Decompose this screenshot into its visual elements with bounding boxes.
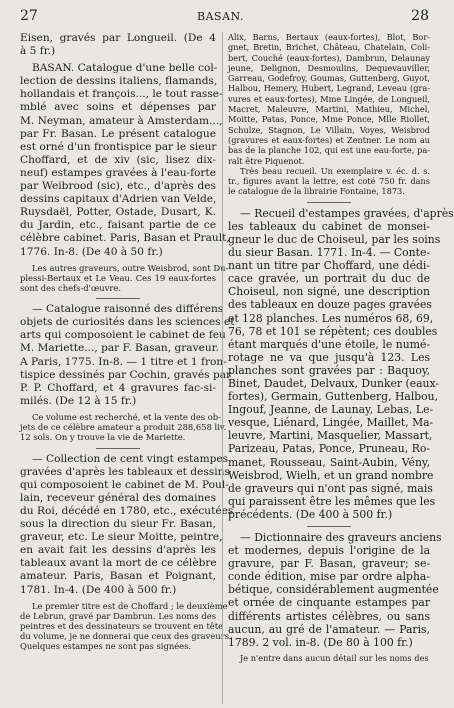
note-line: vures et eaux-fortes), Mme Lingée, de Longueil,	[228, 93, 430, 104]
note-line: plessi-Bertaux et Le Veau. Ces 19 eaux-fortes	[20, 272, 216, 283]
text-line: tableaux avant la mort de ce célèbre	[20, 557, 217, 570]
running-header	[0, 6, 441, 28]
text-line: gneur le duc de Choiseul, par les soins	[228, 232, 441, 246]
text-line: par Weibrood (sic), etc., d'après des	[20, 180, 216, 193]
text-line: — Collection de cent vingt estampes	[32, 452, 229, 465]
text-line: objets de curiosités dans les sciences et	[20, 316, 235, 329]
text-line: — Recueil d'estampes gravées, d'après	[240, 206, 454, 220]
text-line: 76, 78 et 101 se répètent; ces doubles	[228, 324, 438, 338]
text-line: bétique, considérablement augmentée	[228, 583, 439, 597]
text-line: Binet, Daudet, Delvaux, Dunker (eaux-	[228, 376, 440, 390]
text-line: en avait fait les dessins d'après les	[20, 544, 216, 557]
note-line: bert, Couché (eaux-fortes), Dambrun, Delaunay	[228, 52, 430, 63]
note-line: sont des chefs-d'œuvre.	[20, 283, 121, 293]
text-line: milés. (De 12 à 15 fr.)	[20, 394, 137, 407]
text-line: du Roi, décédé en 1780, etc., exécutées	[20, 504, 234, 517]
section-separator	[307, 526, 351, 527]
section-separator	[307, 202, 351, 203]
text-line: arts qui composoient le cabinet de feu	[20, 329, 226, 342]
left-page-number: 27	[20, 8, 38, 24]
text-line: lain, receveur général des domaines	[20, 491, 216, 504]
text-line: — Dictionnaire des graveurs anciens	[240, 531, 442, 544]
text-line: 1789. 2 vol. in-8. (De 80 à 100 fr.)	[228, 635, 413, 649]
text-line: amateur. Paris, Basan et Poignant,	[20, 570, 216, 583]
note-line: Quelques estampes ne sont pas signées.	[20, 641, 192, 652]
note-line: tr., figures avant la lettre, est coté 750 fr. dans	[228, 176, 430, 187]
right-column	[228, 32, 454, 704]
note-line: Garreau, Godefroy, Goumas, Guttenberg, Guyot,	[228, 73, 430, 84]
text-line: des tableaux en douze pages gravées	[228, 298, 432, 312]
text-line: neuf) estampes gravées à l'eau-forte	[20, 166, 216, 179]
text-line: du sieur Basan. 1771. In-4. — Conte-	[228, 246, 430, 260]
note-line: gnet, Bretin, Brichet, Château, Chatelain, Coli-	[228, 42, 430, 53]
text-line: Ingouf, Jeanne, de Launay, Lebas, Le-	[228, 403, 434, 417]
note-line: Halbou, Hemery, Hubert, Legrand, Leveau (gra-	[228, 83, 430, 94]
right-page-number: 28	[411, 8, 429, 24]
column-divider	[222, 32, 223, 704]
text-line: nant un titre par Choffard, une dédi-	[228, 259, 430, 273]
text-line: dessins capitaux d'Adrien van Velde,	[20, 193, 217, 206]
text-line: 1781. In-4. (De 400 à 500 fr.)	[20, 583, 177, 596]
note-line: Moitte, Patas, Ponce, Mme Ponce, Mlle Riollet,	[228, 114, 430, 125]
text-line: célèbre cabinet. Paris, Basan et Prault,	[20, 232, 230, 245]
section-separator	[96, 448, 140, 449]
text-line: étant marqués d'une étoile, le numé-	[228, 337, 430, 351]
text-line: manet, Rousseau, Saint-Aubin, Vény,	[228, 455, 430, 469]
text-line: aucun, au gré de l'amateur. — Paris,	[228, 622, 430, 636]
text-line: par Fr. Basan. Le présent catalogue	[20, 127, 216, 140]
text-line: qui paraissent être les mêmes que les	[228, 494, 436, 508]
text-line: leuvre, Martini, Masquelier, Massart,	[228, 429, 433, 443]
text-line: gravure, par F. Basan, graveur; se-	[228, 557, 430, 571]
text-line: et 128 planches. Les numéros 68, 69,	[228, 311, 434, 325]
text-line: P. P. Choffard, et 4 gravures fac-si-	[20, 381, 216, 394]
text-line: BASAN. Catalogue d'une belle col-	[32, 62, 218, 75]
note-line: Macret, Maleuvre, Martini, Mathieu, Michel,	[228, 104, 430, 115]
text-line: M. Mariette..., par F. Basan, graveur.	[20, 342, 219, 355]
note-line: peintres et des dessinateurs se trouvent en tête	[20, 621, 224, 631]
text-line: gravées d'après les tableaux et dessins	[20, 465, 230, 478]
note-line: jets de ce célèbre amateur a produit 288,658 liv.	[20, 422, 227, 433]
note-line: raît être Piquenot.	[228, 155, 305, 166]
note-line: Très beau recueil. Un exemplaire v. éc. d. s.	[240, 165, 430, 176]
text-line: qui composoient le cabinet de M. Poul-	[20, 478, 229, 491]
running-title: BASAN.	[197, 10, 244, 23]
text-line: et ornée de cinquante estampes par	[228, 596, 430, 610]
text-line: différents artistes célèbres, ou sans	[228, 609, 430, 623]
section-separator	[96, 298, 140, 299]
note-line: Ce volume est recherché, et la vente des ob-	[32, 411, 221, 422]
text-line: et modernes, depuis l'origine de la	[228, 544, 430, 558]
note-line: 12 sols. On y trouve la vie de Mariette.	[20, 432, 186, 443]
text-line: Weisbrod, Wielh, et un grand nombre	[228, 468, 434, 482]
note-line: jeune, Delignon, Desmoulins, Dequevauviller,	[228, 62, 430, 73]
text-line: lection de dessins italiens, flamands,	[20, 75, 218, 88]
note-line: Alix, Barns, Bertaux (eaux-fortes), Blot, Bor-	[228, 32, 430, 42]
note-line: Les autres graveurs, outre Weisbrod, sont Du-	[32, 262, 229, 273]
text-line: cace gravée, un portrait du duc de	[228, 272, 430, 286]
text-line: mblé avec soins et dépenses par	[20, 101, 216, 114]
text-line: sous la direction du sieur Fr. Basan,	[20, 518, 216, 531]
text-line: est orné d'un frontispice par le sieur	[20, 140, 217, 153]
text-line: tispice dessinés par Cochin, gravés par	[20, 368, 232, 381]
note-line: le catalogue de la librairie Fontaine, 1873.	[228, 186, 405, 197]
text-line: Eisen, gravés par Longueil. (De 4	[20, 32, 216, 44]
text-line: 1776. In-8. (De 40 à 50 fr.)	[20, 245, 163, 258]
text-line: Choffard, et de xiv (sic, lisez dix-	[20, 153, 216, 166]
text-line: Parizeau, Patas, Ponce, Pruneau, Ro-	[228, 442, 430, 456]
text-line: fortes), Germain, Guttenberg, Halbou,	[228, 390, 439, 404]
text-line: Choiseul, non signé, une description	[228, 285, 430, 299]
text-line: A Paris, 1775. In-8. — 1 titre et 1 fron-	[20, 355, 227, 368]
note-line: Je n'entre dans aucun détail sur les noms des	[240, 652, 429, 663]
text-line: du Jardin, etc., faisant partie de ce	[20, 219, 216, 232]
note-line: (gravures et eaux-fortes) et Zentner. Le nom au	[228, 134, 430, 145]
note-line: du volume, je ne donnerai que ceux des graveurs.	[20, 631, 232, 642]
note-line: Schulze, Stagnon, Le Villain, Voyes, Weisbrod	[228, 124, 430, 135]
text-line: — Catalogue raisonné des différens	[32, 303, 224, 316]
left-column	[20, 32, 235, 704]
text-line: précédents. (De 400 à 500 fr.)	[228, 507, 393, 521]
text-line: conde édition, mise par ordre alpha-	[228, 570, 430, 584]
text-line: Ruysdaël, Potter, Ostade, Dusart, K.	[20, 206, 216, 219]
note-line: de Lebrun, gravé par Dambrun. Les noms des	[20, 610, 216, 621]
text-line: à 5 fr.)	[20, 45, 56, 58]
text-line: vesque, Liénard, Lingée, Maillet, Ma-	[228, 416, 434, 430]
text-line: hollandais et françois..., le tout rasse-	[20, 88, 223, 101]
text-line: rotage ne va que jusqu'à 123. Les	[228, 350, 430, 364]
text-line: les tableaux du cabinet de monsei-	[228, 219, 430, 233]
text-line: M. Neyman, amateur à Amsterdam...,	[20, 114, 223, 127]
text-line: planches sont gravées par : Baquoy,	[228, 363, 430, 377]
note-line: bas de la planche 102, qui est une eau-forte, pa-	[228, 145, 430, 156]
text-line: graveur, etc. Le sieur Moitte, peintre,	[20, 531, 223, 544]
text-line: de graveurs qui n'ont pas signé, mais	[228, 481, 433, 495]
note-line: Le premier titre est de Choffard ; le deuxième	[32, 600, 228, 611]
